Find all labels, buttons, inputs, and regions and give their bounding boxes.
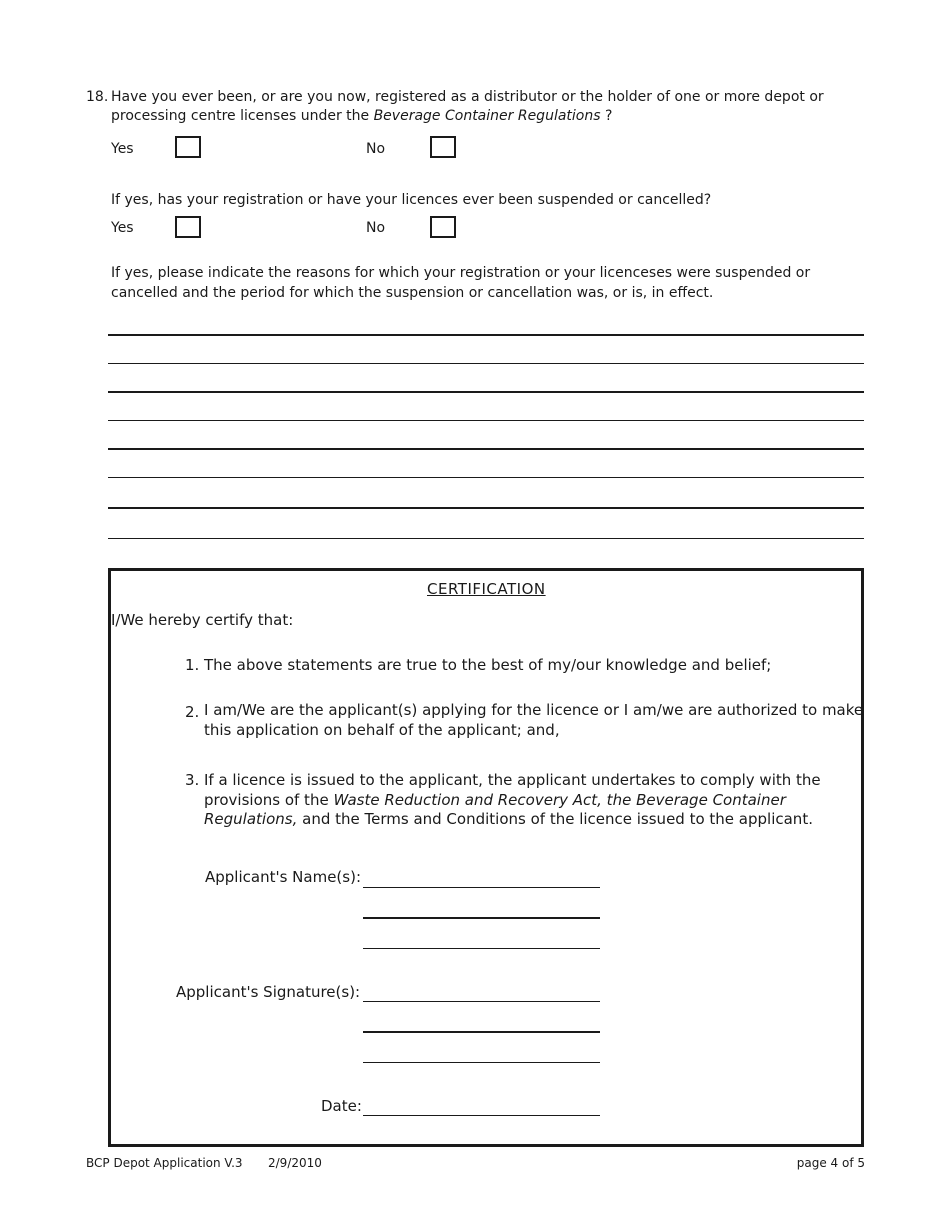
question-text-line1: Have you ever been, or are you now, registered as a distributor or the holder of one or more depot or [111,89,824,105]
applicant-signature-line[interactable] [363,1062,600,1063]
question-text-line2-prefix: processing centre licenses under the [111,108,370,124]
question-mark: ? [600,108,613,124]
form-date: 2/9/2010 [268,1156,322,1170]
regulations-title: Regulations, [204,810,298,828]
date-line[interactable] [363,1115,600,1116]
item-text-prefix: provisions of the [204,791,334,809]
answer-line[interactable] [108,363,864,364]
regulations-title: Beverage Container Regulations [373,108,601,124]
answer-line[interactable] [108,334,864,336]
yes-label: Yes [111,141,134,157]
applicant-name-line[interactable] [363,887,600,888]
item-text [204,790,786,810]
reasons-instruction-line1: If yes, please indicate the reasons for which your registration or your licenceses were suspended or [111,265,811,281]
applicant-signature-line[interactable] [363,1031,600,1033]
item-number: 2. [185,703,200,721]
no-label: No [366,141,386,157]
registered-no-checkbox[interactable] [430,136,456,158]
certification-title: CERTIFICATION [427,580,546,598]
applicant-names-label: Applicant's Name(s): [205,868,361,886]
item-number: 1. [185,656,200,674]
item-number: 3. [185,771,200,789]
item-text: The above statements are true to the best of my/our knowledge and belief; [204,656,772,674]
answer-line[interactable] [108,448,864,450]
item-text: this application on behalf of the applicant; and, [204,721,560,739]
applicant-signatures-label: Applicant's Signature(s): [176,983,361,1001]
act-title: Waste Reduction and Recovery Act, the Beverage Container [333,791,786,809]
answer-line[interactable] [108,420,864,421]
date-label: Date: [321,1097,362,1115]
applicant-name-line[interactable] [363,917,600,919]
registered-yes-checkbox[interactable] [175,136,201,158]
reasons-instruction-line2: cancelled and the period for which the suspension or cancellation was, or is, in effect. [111,285,714,301]
certification-intro: I/We hereby certify that: [111,611,294,629]
suspended-question: If yes, has your registration or have your licences ever been suspended or cancelled? [111,192,712,208]
answer-line[interactable] [108,391,864,393]
answer-line[interactable] [108,538,864,539]
suspended-yes-checkbox[interactable] [175,216,201,238]
question-text-line2 [111,107,612,126]
item-text [204,809,813,829]
item-text: If a licence is issued to the applicant, the applicant undertakes to comply with the [204,771,821,789]
no-label: No [366,220,386,236]
yes-label: Yes [111,220,134,236]
page-number: page 4 of 5 [796,1156,865,1170]
item-text: I am/We are the applicant(s) applying for the licence or I am/we are authorized to make [204,701,864,719]
suspended-no-checkbox[interactable] [430,216,456,238]
item-text-suffix: and the Terms and Conditions of the licence issued to the applicant. [297,810,813,828]
applicant-name-line[interactable] [363,948,600,949]
answer-line[interactable] [108,477,864,478]
form-version: BCP Depot Application V.3 [86,1156,243,1170]
question-number: 18. [86,89,109,105]
applicant-signature-line[interactable] [363,1001,600,1002]
answer-line[interactable] [108,507,864,509]
